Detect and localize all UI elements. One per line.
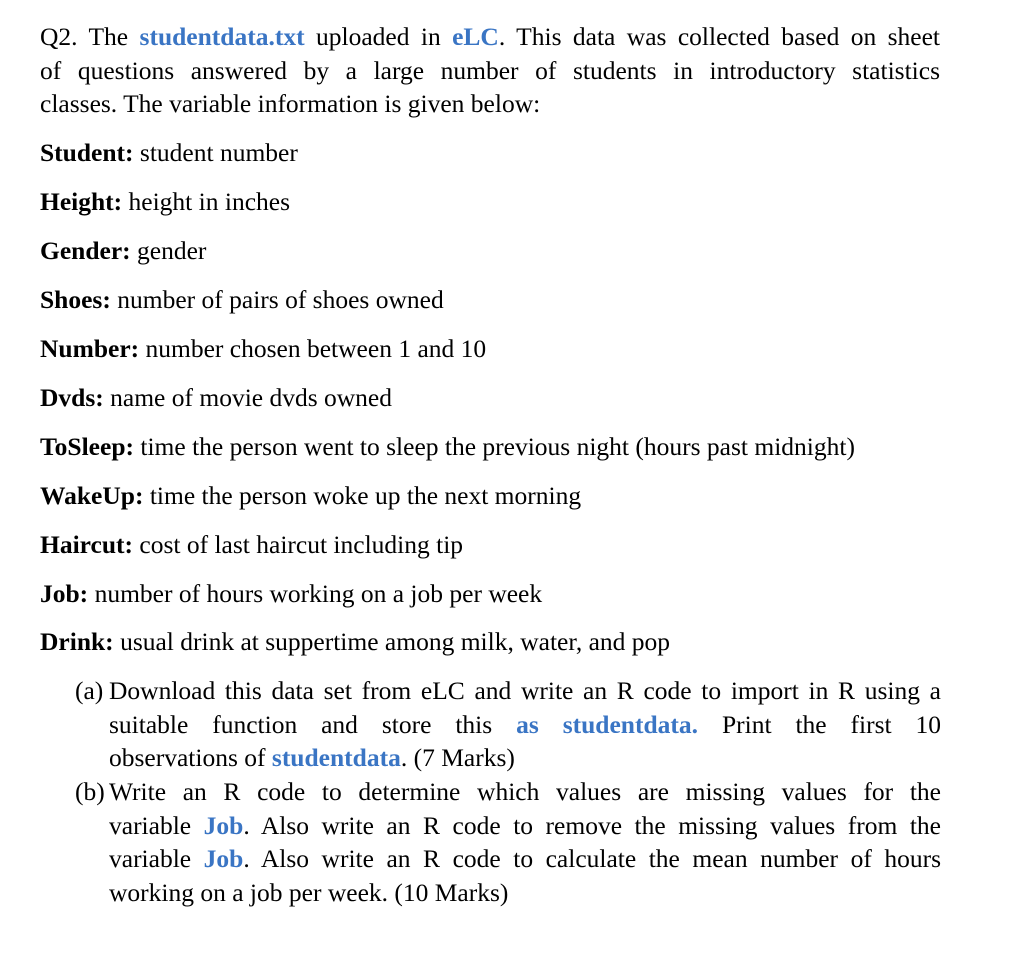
variable-dvds: Dvds: name of movie dvds owned [40,383,392,412]
intro-line-2: of questions answered by a large number of students in introductory statistics [40,55,940,85]
variable-wakeup: WakeUp: time the person woke up the next morning [40,481,582,510]
intro-text: . This data was collected based on sheet [498,22,941,51]
variable-student: Student: student number [40,138,298,167]
intro-text: uploaded in [304,22,453,51]
variable-number: Number: number chosen between 1 and 10 [40,334,487,363]
intro-line-1 [40,20,940,54]
variable-tosleep: ToSleep: time the person went to sleep the previous night (hours past midnight) [40,432,855,461]
variable-height: Height: height in inches [40,187,290,216]
question-intro [40,20,940,121]
part-a [75,674,941,775]
variable-gender: Gender: gender [40,236,207,265]
part-b-label: (b) [75,777,105,806]
variable-drink: Drink: usual drink at suppertime among milk, water, and pop [40,627,671,656]
question-prefix: Q2. The [40,22,140,51]
part-a-label: (a) [75,676,104,705]
part-b-text: Write an R code to determine which values are missing values for the variable Job. Also write an R code to remove the missing values from the variable Job. Also write an R code to calculate the mean number of hours working on a job per week. (10 Marks) [109,777,942,907]
variable-haircut: Haircut: cost of last haircut including tip [40,530,464,559]
part-a-text: Download this data set from eLC and write an R code to import in R using a suitable function and store this as studentdata. Print the first 10 observations of studentdata. (7 Marks) [109,676,942,772]
part-b [75,775,941,909]
elc-name: eLC [452,22,499,51]
intro-line-3: classes. The variable information is given below: [40,89,541,118]
variable-job: Job: number of hours working on a job per week [40,579,543,608]
variable-shoes: Shoes: number of pairs of shoes owned [40,285,444,314]
file-name: studentdata.txt [139,22,305,51]
